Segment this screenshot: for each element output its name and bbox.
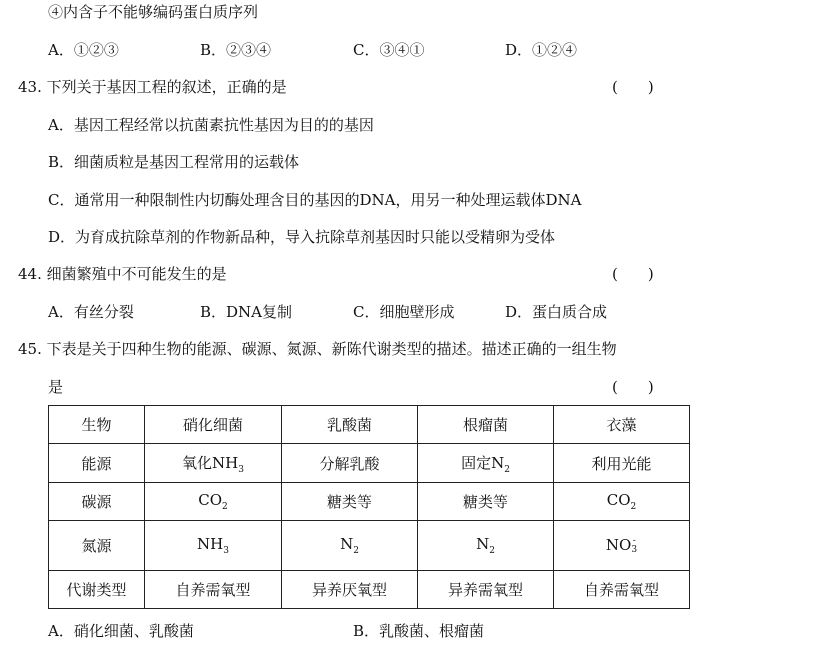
q45-answer-paren: ( ) — [612, 378, 654, 396]
prev-option-b: B．②③④ — [200, 41, 272, 59]
table-cell: 糖类等 — [418, 483, 554, 521]
table-cell: 衣藻 — [554, 406, 690, 444]
table-cell: 生物 — [49, 406, 145, 444]
q44-option-c: C．细胞壁形成 — [353, 303, 455, 321]
q43-answer-paren: ( ) — [612, 78, 654, 96]
table-cell: 代谢类型 — [49, 571, 145, 609]
table-cell: $NH_3$ — [145, 521, 282, 571]
table-row-energy — [49, 444, 690, 483]
prev-option-c: C．③④① — [353, 41, 425, 59]
table-cell: $N_2$ — [418, 521, 554, 571]
table-cell: 能源 — [49, 444, 145, 483]
q43-stem: 43. 下列关于基因工程的叙述，正确的是 — [18, 78, 287, 96]
q43-option-a: A．基因工程经常以抗菌素抗性基因为目的的基因 — [48, 116, 374, 134]
prev-item-statement: ④内含子不能够编码蛋白质序列 — [48, 3, 259, 21]
q45-option-a: A．硝化细菌、乳酸菌 — [48, 622, 194, 640]
table-cell: 糖类等 — [282, 483, 418, 521]
table-cell: 自养需氧型 — [145, 571, 282, 609]
q44-option-a: A．有丝分裂 — [48, 303, 134, 321]
table-cell: 异养需氧型 — [418, 571, 554, 609]
prev-option-d: D．①②④ — [505, 41, 578, 59]
q44-option-d: D．蛋白质合成 — [505, 303, 608, 321]
q44-option-b: B．DNA复制 — [200, 303, 293, 321]
q45-number: 45. — [18, 340, 42, 358]
table-cell: $CO_2$ — [554, 483, 690, 521]
prev-option-a: A．①②③ — [48, 41, 119, 59]
table-header-row — [49, 406, 690, 444]
q45-option-b: B．乳酸菌、根瘤菌 — [353, 622, 485, 640]
table-row-metabolism — [49, 571, 690, 609]
table-cell: $CO_2$ — [145, 483, 282, 521]
q43-option-c: C．通常用一种限制性内切酶处理含目的基因的DNA，用另一种处理运载体DNA — [48, 191, 582, 209]
table-row-carbon — [49, 483, 690, 521]
table-cell: 自养需氧型 — [554, 571, 690, 609]
q43-number: 43. — [18, 78, 42, 96]
q45-stem-line1: 45. 下表是关于四种生物的能源、碳源、氮源、新陈代谢类型的描述。描述正确的一组生物 — [18, 340, 617, 358]
table-row-nitrogen — [49, 521, 690, 571]
q44-answer-paren: ( ) — [612, 265, 654, 283]
q44-stem: 44. 细菌繁殖中不可能发生的是 — [18, 265, 227, 283]
table-cell: $N_2$ — [282, 521, 418, 571]
table-cell: 硝化细菌 — [145, 406, 282, 444]
q43-option-b: B．细菌质粒是基因工程常用的运载体 — [48, 153, 300, 171]
table-cell: 分解乳酸 — [282, 444, 418, 483]
q43-option-d: D．为育成抗除草剂的作物新品种，导入抗除草剂基因时只能以受精卵为受体 — [48, 228, 556, 246]
table-cell: 固定$N_2$ — [418, 444, 554, 483]
table-cell: 利用光能 — [554, 444, 690, 483]
table-cell: 根瘤菌 — [418, 406, 554, 444]
table-cell: NO - 3 — [554, 521, 690, 571]
q44-number: 44. — [18, 265, 42, 283]
table-cell: 氮源 — [49, 521, 145, 571]
organism-table — [48, 405, 690, 609]
table-cell: 碳源 — [49, 483, 145, 521]
q45-stem-line2: 是 — [48, 378, 64, 396]
table-cell: 氧化$NH_3$ — [145, 444, 282, 483]
table-cell: 乳酸菌 — [282, 406, 418, 444]
table-cell: 异养厌氧型 — [282, 571, 418, 609]
